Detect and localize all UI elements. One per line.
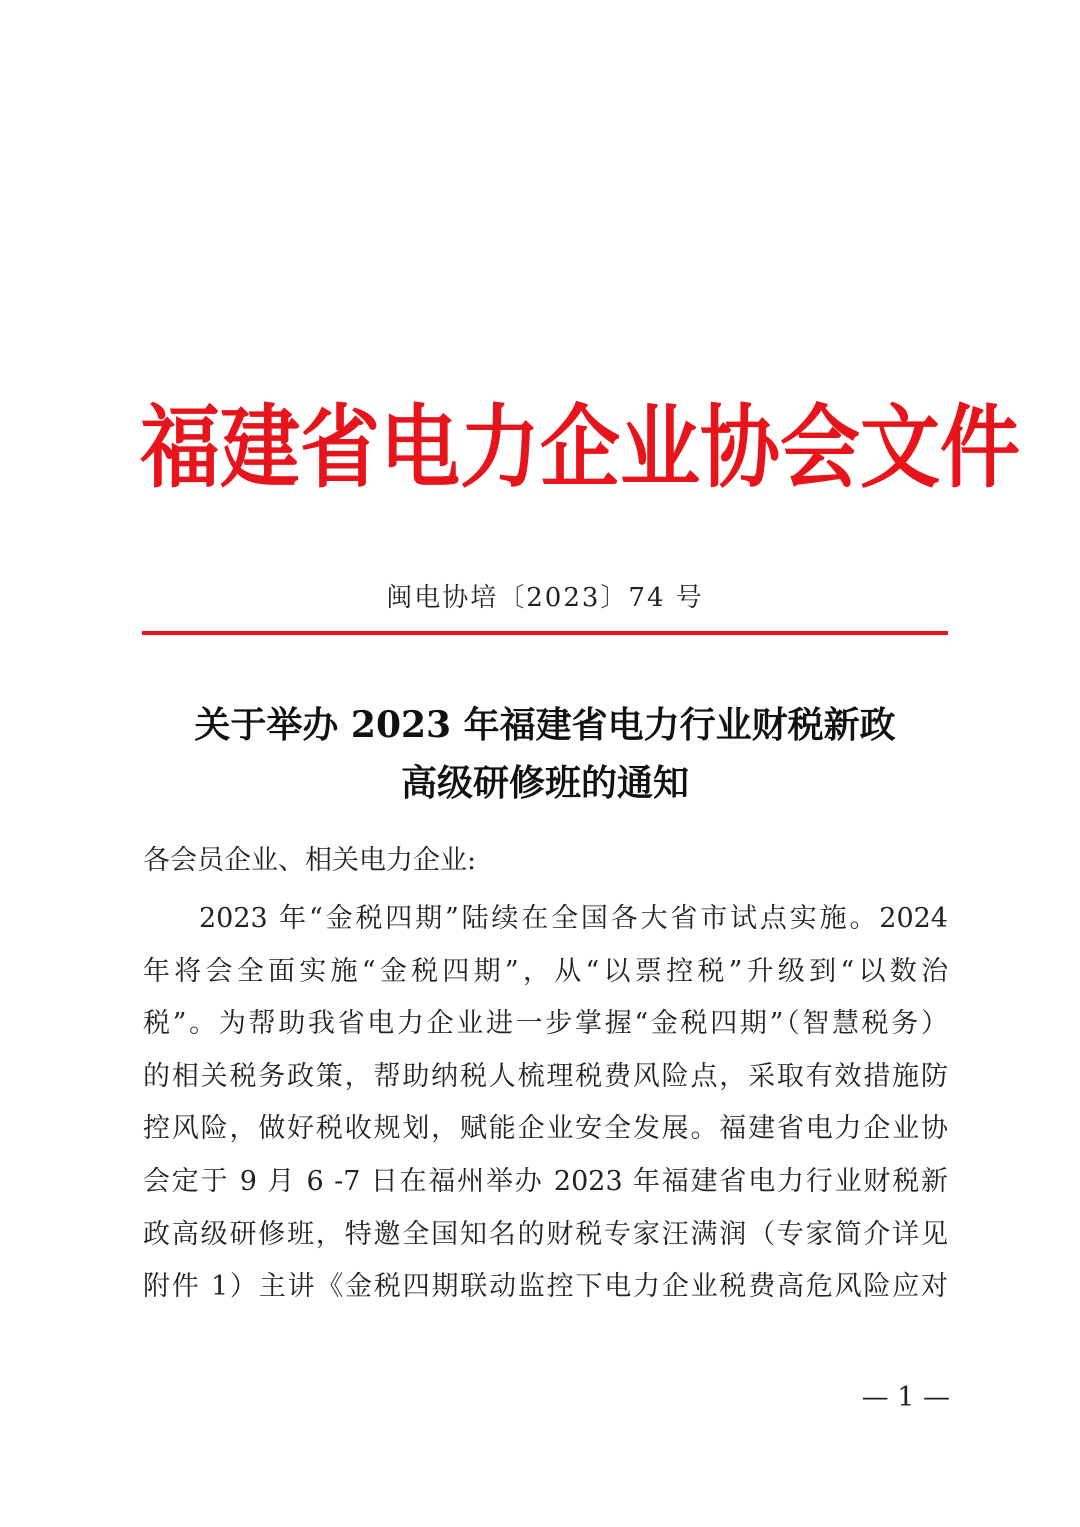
page-number: — 1 — (861, 1382, 950, 1413)
notice-title-line-2: 高级研修班的通知 (400, 762, 689, 804)
notice-title-line-1: 关于举办 2023 年福建省电力行业财税新政 (194, 704, 896, 746)
document-number: 闽电协培〔2023〕74 号 (386, 583, 704, 613)
red-divider-line (142, 631, 948, 635)
body-line: 会定于 9 月 6 -7 日在福州举办 2023 年福建省电力行业财税新 (143, 1165, 948, 1197)
org-file-title: 福建省电力企业协会文件 (140, 394, 1020, 500)
body-line: 2023 年“金税四期”陆续在全国各大省市试点实施。2024 (199, 903, 948, 934)
notice-title (140, 696, 950, 812)
body-line: 政高级研修班，特邀全国知名的财税专家汪满润（专家简介详见 (143, 1218, 948, 1250)
body-paragraph (143, 893, 948, 1314)
salutation: 各会员企业、相关电力企业: (143, 845, 477, 876)
body-line: 控风险，做好税收规划，赋能企业安全发展。福建省电力企业协 (143, 1113, 948, 1145)
body-line: 的相关税务政策，帮助纳税人梳理税费风险点，采取有效措施防 (143, 1060, 948, 1092)
body-line: 附件 1）主讲《金税四期联动监控下电力企业税费高危风险应对 (143, 1271, 948, 1303)
body-line: 年将会全面实施“金税四期”，从“以票控税”升级到“以数治 (143, 955, 948, 987)
body-line: 税”。为帮助我省电力企业进一步掌握“金税四期”（智慧税务） (143, 1008, 948, 1040)
